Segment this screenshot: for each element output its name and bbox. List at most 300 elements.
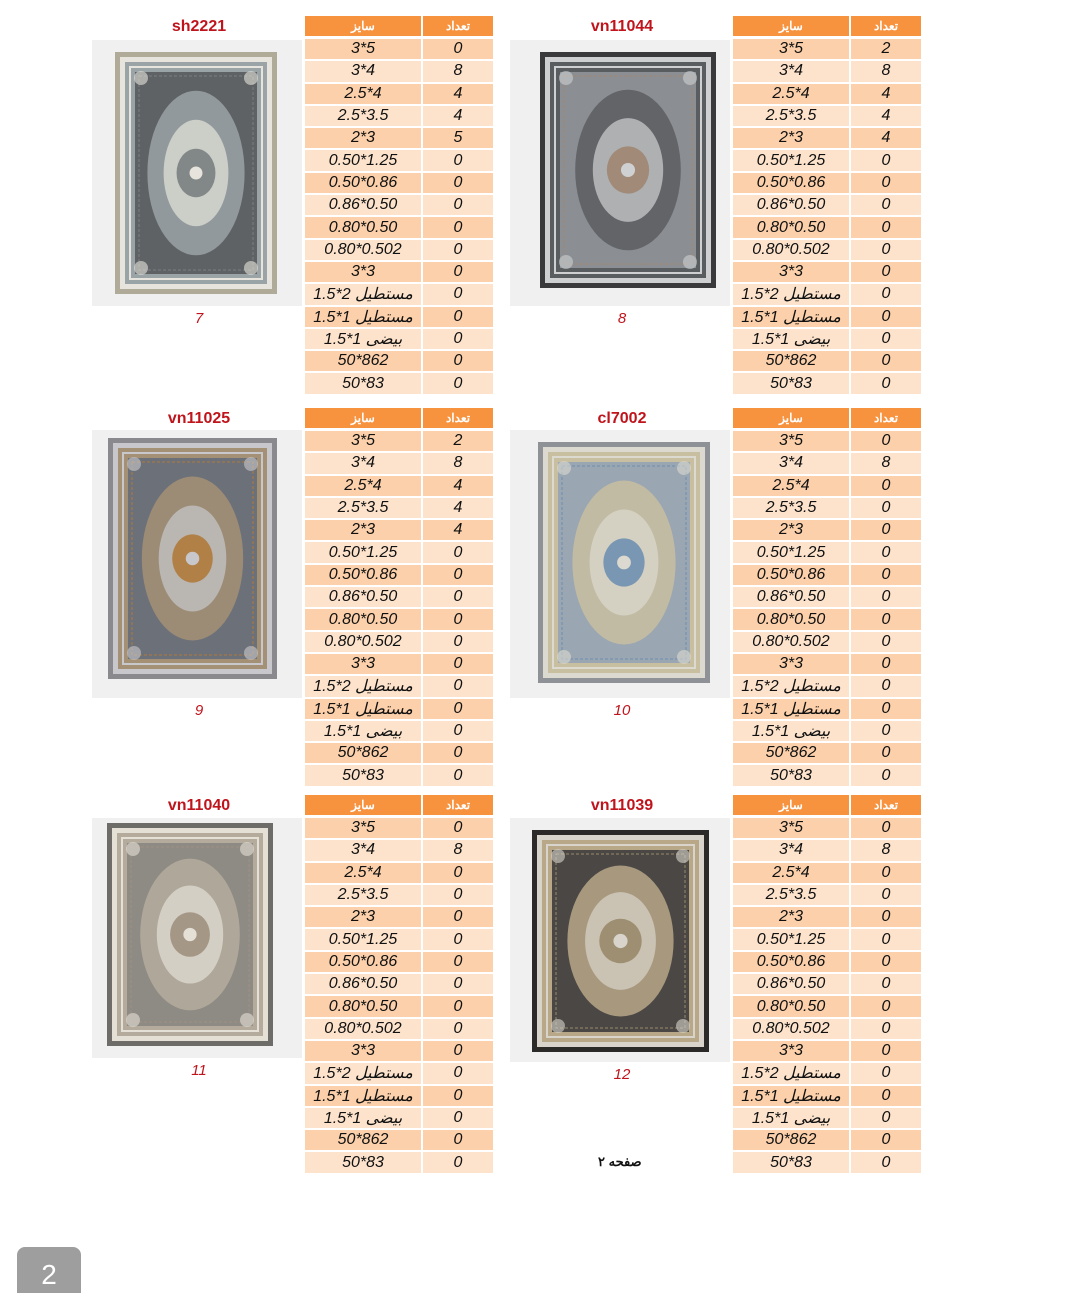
table-row <box>305 996 493 1018</box>
size-cell: 0.80*0.502 <box>733 1019 851 1041</box>
count-cell: 0 <box>851 609 921 631</box>
table-row <box>733 106 921 128</box>
size-cell: 0.80*0.502 <box>733 240 851 262</box>
count-cell: 0 <box>851 150 921 172</box>
size-cell: مستطیل 2*1.5 <box>733 676 851 698</box>
count-cell: 0 <box>423 996 493 1018</box>
size-cell: 0.50*1.25 <box>733 542 851 564</box>
table-row <box>305 587 493 609</box>
rug-image <box>540 52 716 293</box>
count-cell: 0 <box>851 1152 921 1174</box>
count-cell: 0 <box>851 885 921 907</box>
table-row <box>305 453 493 475</box>
table-row <box>305 699 493 721</box>
count-cell: 0 <box>851 952 921 974</box>
size-cell: 3*5 <box>305 818 423 840</box>
count-cell: 0 <box>851 373 921 395</box>
count-cell: 0 <box>851 520 921 542</box>
size-cell: 2.5*3.5 <box>305 885 423 907</box>
size-cell: 50*83 <box>305 373 423 395</box>
table-row <box>305 106 493 128</box>
table-row <box>305 39 493 61</box>
size-cell: 50*83 <box>733 765 851 787</box>
size-cell: 0.50*0.86 <box>305 173 423 195</box>
size-cell: مستطیل 2*1.5 <box>305 284 423 306</box>
product-code: sh2221 <box>171 18 227 35</box>
item-number: 7 <box>194 310 204 327</box>
count-cell: 8 <box>851 61 921 83</box>
table-row <box>733 431 921 453</box>
count-column-header: تعداد <box>851 408 921 428</box>
count-cell: 0 <box>423 885 493 907</box>
count-cell: 0 <box>851 818 921 840</box>
size-cell: 2.5*4 <box>305 863 423 885</box>
table-row <box>305 61 493 83</box>
table-row <box>305 565 493 587</box>
size-cell: 0.80*0.502 <box>305 632 423 654</box>
count-cell: 0 <box>423 863 493 885</box>
size-cell: 3*3 <box>305 654 423 676</box>
table-row <box>733 195 921 217</box>
inventory-header <box>733 408 921 428</box>
size-cell: 2*3 <box>733 128 851 150</box>
size-column-header: سایز <box>733 408 851 428</box>
count-cell: 0 <box>423 907 493 929</box>
table-row <box>733 476 921 498</box>
size-cell: 0.80*0.50 <box>305 996 423 1018</box>
count-cell: 0 <box>423 743 493 765</box>
count-cell: 0 <box>423 929 493 951</box>
count-cell: 0 <box>423 1108 493 1130</box>
size-cell: مستطیل 1*1.5 <box>733 699 851 721</box>
table-row <box>733 654 921 676</box>
count-cell: 8 <box>851 840 921 862</box>
table-row <box>305 1130 493 1152</box>
count-column-header: تعداد <box>423 408 493 428</box>
count-cell: 0 <box>423 217 493 239</box>
item-number: 10 <box>613 702 631 719</box>
size-cell: 0.80*0.50 <box>733 217 851 239</box>
size-cell: 50*862 <box>733 743 851 765</box>
size-cell: 3*5 <box>305 431 423 453</box>
size-cell: 0.50*1.25 <box>733 929 851 951</box>
count-cell: 0 <box>851 476 921 498</box>
rug-image <box>538 442 710 688</box>
count-cell: 0 <box>851 1086 921 1108</box>
count-cell: 0 <box>423 952 493 974</box>
product-code: vn11040 <box>167 797 231 814</box>
count-cell: 8 <box>851 453 921 475</box>
table-row <box>305 952 493 974</box>
count-cell: 0 <box>851 654 921 676</box>
count-cell: 4 <box>851 106 921 128</box>
table-row <box>305 373 493 395</box>
size-cell: 3*4 <box>305 61 423 83</box>
size-cell: بیضی 1*1.5 <box>305 329 423 351</box>
table-row <box>733 587 921 609</box>
count-cell: 0 <box>423 818 493 840</box>
size-cell: 2.5*4 <box>733 863 851 885</box>
count-cell: 0 <box>423 1130 493 1152</box>
size-cell: 3*5 <box>305 39 423 61</box>
count-cell: 4 <box>423 84 493 106</box>
table-row <box>733 542 921 564</box>
size-cell: 2*3 <box>733 520 851 542</box>
table-row <box>733 996 921 1018</box>
count-cell: 0 <box>423 1152 493 1174</box>
size-cell: 50*83 <box>733 373 851 395</box>
table-row <box>305 676 493 698</box>
count-cell: 0 <box>851 587 921 609</box>
size-cell: 3*3 <box>733 654 851 676</box>
count-cell: 0 <box>423 654 493 676</box>
table-row <box>733 743 921 765</box>
table-row <box>733 217 921 239</box>
count-cell: 0 <box>851 1063 921 1085</box>
size-cell: 0.86*0.50 <box>733 974 851 996</box>
size-cell: 50*862 <box>305 1130 423 1152</box>
table-row <box>733 453 921 475</box>
size-cell: 2*3 <box>305 128 423 150</box>
count-cell: 0 <box>851 1108 921 1130</box>
table-row <box>733 84 921 106</box>
size-cell: بیضی 1*1.5 <box>733 721 851 743</box>
size-cell: 3*4 <box>305 453 423 475</box>
size-cell: 0.50*1.25 <box>733 150 851 172</box>
size-cell: 0.80*0.50 <box>305 609 423 631</box>
table-row <box>733 1063 921 1085</box>
table-row <box>733 240 921 262</box>
count-cell: 2 <box>423 431 493 453</box>
count-cell: 0 <box>423 542 493 564</box>
size-cell: 2.5*3.5 <box>305 498 423 520</box>
product-code: cl7002 <box>597 410 647 427</box>
table-row <box>305 520 493 542</box>
size-cell: بیضی 1*1.5 <box>733 1108 851 1130</box>
table-row <box>733 498 921 520</box>
size-cell: مستطیل 1*1.5 <box>733 307 851 329</box>
size-cell: مستطیل 2*1.5 <box>733 284 851 306</box>
size-cell: 0.50*1.25 <box>305 542 423 564</box>
size-cell: 0.86*0.50 <box>305 195 423 217</box>
size-cell: مستطیل 2*1.5 <box>305 676 423 698</box>
count-cell: 8 <box>423 61 493 83</box>
count-column-header: تعداد <box>851 795 921 815</box>
count-cell: 0 <box>851 676 921 698</box>
size-cell: بیضی 1*1.5 <box>305 721 423 743</box>
count-cell: 0 <box>851 307 921 329</box>
table-row <box>305 217 493 239</box>
size-cell: مستطیل 2*1.5 <box>305 1063 423 1085</box>
table-row <box>733 1152 921 1174</box>
count-cell: 0 <box>423 721 493 743</box>
size-cell: مستطیل 1*1.5 <box>305 699 423 721</box>
table-row <box>733 929 921 951</box>
size-cell: 2.5*4 <box>733 84 851 106</box>
count-cell: 0 <box>851 542 921 564</box>
table-row <box>733 284 921 306</box>
table-row <box>305 195 493 217</box>
table-row <box>305 1108 493 1130</box>
table-row <box>305 307 493 329</box>
count-cell: 0 <box>423 240 493 262</box>
table-row <box>733 1130 921 1152</box>
table-row <box>305 476 493 498</box>
count-cell: 0 <box>423 565 493 587</box>
size-column-header: سایز <box>305 795 423 815</box>
inventory-table <box>733 818 921 1175</box>
size-cell: 2.5*3.5 <box>733 498 851 520</box>
table-row <box>305 1019 493 1041</box>
count-cell: 0 <box>423 173 493 195</box>
size-cell: 0.80*0.502 <box>305 240 423 262</box>
inventory-table <box>733 431 921 788</box>
table-row <box>733 885 921 907</box>
count-cell: 0 <box>851 329 921 351</box>
table-row <box>305 329 493 351</box>
inventory-table <box>305 431 493 788</box>
count-cell: 4 <box>423 520 493 542</box>
table-row <box>733 173 921 195</box>
table-row <box>733 1108 921 1130</box>
size-cell: 0.50*0.86 <box>733 565 851 587</box>
size-cell: 3*4 <box>305 840 423 862</box>
count-column-header: تعداد <box>423 16 493 36</box>
count-cell: 4 <box>423 476 493 498</box>
table-row <box>305 840 493 862</box>
size-cell: 50*862 <box>733 351 851 373</box>
size-cell: 3*5 <box>733 431 851 453</box>
table-row <box>733 150 921 172</box>
size-cell: 2.5*4 <box>733 476 851 498</box>
table-row <box>733 307 921 329</box>
size-cell: 0.86*0.50 <box>305 974 423 996</box>
count-cell: 0 <box>851 498 921 520</box>
count-cell: 0 <box>851 565 921 587</box>
size-cell: 2.5*4 <box>305 476 423 498</box>
count-cell: 4 <box>851 84 921 106</box>
table-row <box>733 840 921 862</box>
table-row <box>305 431 493 453</box>
count-cell: 0 <box>423 609 493 631</box>
count-cell: 0 <box>423 150 493 172</box>
count-cell: 0 <box>423 307 493 329</box>
count-cell: 0 <box>851 863 921 885</box>
table-row <box>305 542 493 564</box>
size-cell: مستطیل 1*1.5 <box>733 1086 851 1108</box>
count-cell: 0 <box>851 721 921 743</box>
count-cell: 0 <box>851 284 921 306</box>
size-column-header: سایز <box>305 408 423 428</box>
count-cell: 0 <box>423 329 493 351</box>
table-row <box>305 240 493 262</box>
size-cell: 3*4 <box>733 61 851 83</box>
size-cell: 0.50*0.86 <box>733 952 851 974</box>
size-cell: مستطیل 1*1.5 <box>305 307 423 329</box>
count-cell: 0 <box>851 262 921 284</box>
size-cell: 0.80*0.502 <box>305 1019 423 1041</box>
inventory-header <box>733 795 921 815</box>
inventory-table <box>733 39 921 396</box>
count-cell: 0 <box>423 699 493 721</box>
size-cell: 2.5*3.5 <box>733 106 851 128</box>
count-cell: 0 <box>851 240 921 262</box>
table-row <box>305 907 493 929</box>
table-row <box>733 565 921 587</box>
count-cell: 0 <box>851 1041 921 1063</box>
count-cell: 0 <box>423 765 493 787</box>
table-row <box>733 818 921 840</box>
table-row <box>305 1152 493 1174</box>
count-cell: 0 <box>851 217 921 239</box>
size-cell: 0.50*0.86 <box>305 952 423 974</box>
count-cell: 0 <box>423 587 493 609</box>
size-cell: 0.50*0.86 <box>305 565 423 587</box>
count-cell: 5 <box>423 128 493 150</box>
size-column-header: سایز <box>305 16 423 36</box>
table-row <box>305 765 493 787</box>
size-cell: 0.80*0.50 <box>305 217 423 239</box>
size-cell: مستطیل 1*1.5 <box>305 1086 423 1108</box>
count-cell: 8 <box>423 453 493 475</box>
size-cell: 0.80*0.50 <box>733 609 851 631</box>
size-cell: 50*83 <box>733 1152 851 1174</box>
size-cell: 2.5*3.5 <box>305 106 423 128</box>
table-row <box>305 929 493 951</box>
count-cell: 0 <box>851 351 921 373</box>
item-number: 11 <box>191 1062 207 1079</box>
count-cell: 0 <box>851 632 921 654</box>
count-cell: 0 <box>423 1041 493 1063</box>
table-row <box>733 952 921 974</box>
size-cell: 3*4 <box>733 840 851 862</box>
rug-image <box>108 438 277 684</box>
count-cell: 0 <box>423 39 493 61</box>
product-code: vn11039 <box>590 797 654 814</box>
size-cell: 2*3 <box>305 520 423 542</box>
inventory-header <box>733 16 921 36</box>
count-cell: 0 <box>423 676 493 698</box>
table-row <box>305 498 493 520</box>
size-cell: 2*3 <box>733 907 851 929</box>
count-cell: 0 <box>851 743 921 765</box>
count-cell: 0 <box>851 195 921 217</box>
size-cell: 50*862 <box>305 743 423 765</box>
size-cell: 2.5*4 <box>305 84 423 106</box>
table-row <box>305 351 493 373</box>
table-row <box>733 1041 921 1063</box>
table-row <box>733 632 921 654</box>
size-cell: 3*5 <box>733 818 851 840</box>
table-row <box>733 721 921 743</box>
table-row <box>305 974 493 996</box>
size-cell: 0.50*0.86 <box>733 173 851 195</box>
table-row <box>305 721 493 743</box>
table-row <box>733 974 921 996</box>
size-column-header: سایز <box>733 795 851 815</box>
count-cell: 0 <box>851 996 921 1018</box>
rug-image <box>532 830 709 1057</box>
count-cell: 0 <box>851 907 921 929</box>
item-number: 12 <box>613 1066 631 1083</box>
table-row <box>305 863 493 885</box>
count-cell: 4 <box>851 128 921 150</box>
table-row <box>733 1086 921 1108</box>
size-cell: 0.50*1.25 <box>305 150 423 172</box>
product-code: vn11025 <box>167 410 231 427</box>
table-row <box>305 150 493 172</box>
table-row <box>305 743 493 765</box>
table-row <box>733 262 921 284</box>
count-column-header: تعداد <box>423 795 493 815</box>
count-cell: 0 <box>423 195 493 217</box>
size-cell: بیضی 1*1.5 <box>733 329 851 351</box>
table-row <box>305 284 493 306</box>
count-cell: 0 <box>851 431 921 453</box>
size-cell: 0.80*0.50 <box>733 996 851 1018</box>
size-cell: 3*5 <box>733 39 851 61</box>
table-row <box>733 61 921 83</box>
inventory-header <box>305 795 493 815</box>
size-cell: 50*83 <box>305 765 423 787</box>
table-row <box>733 520 921 542</box>
table-row <box>305 84 493 106</box>
table-row <box>733 1019 921 1041</box>
size-cell: 3*3 <box>733 1041 851 1063</box>
product-code: vn11044 <box>590 18 654 35</box>
size-cell: 0.86*0.50 <box>733 587 851 609</box>
table-row <box>305 128 493 150</box>
count-cell: 0 <box>423 974 493 996</box>
count-cell: 0 <box>423 632 493 654</box>
count-cell: 4 <box>423 498 493 520</box>
size-cell: 2*3 <box>305 907 423 929</box>
size-cell: 2.5*3.5 <box>733 885 851 907</box>
table-row <box>733 39 921 61</box>
count-cell: 0 <box>423 1063 493 1085</box>
table-row <box>305 262 493 284</box>
size-cell: 50*862 <box>305 351 423 373</box>
table-row <box>305 654 493 676</box>
page-number-badge[interactable]: 2 <box>17 1247 81 1293</box>
size-cell: 0.50*1.25 <box>305 929 423 951</box>
count-cell: 0 <box>851 1130 921 1152</box>
count-cell: 0 <box>851 1019 921 1041</box>
table-row <box>733 128 921 150</box>
item-number: 8 <box>617 310 627 327</box>
table-row <box>733 765 921 787</box>
count-cell: 0 <box>423 1086 493 1108</box>
count-cell: 0 <box>423 351 493 373</box>
count-column-header: تعداد <box>851 16 921 36</box>
table-row <box>305 1063 493 1085</box>
count-cell: 4 <box>423 106 493 128</box>
table-row <box>733 609 921 631</box>
count-cell: 8 <box>423 840 493 862</box>
table-row <box>733 907 921 929</box>
inventory-header <box>305 16 493 36</box>
rug-image <box>115 52 277 299</box>
table-row <box>305 885 493 907</box>
size-cell: 50*83 <box>305 1152 423 1174</box>
size-cell: 0.86*0.50 <box>733 195 851 217</box>
table-row <box>733 676 921 698</box>
size-cell: 3*3 <box>305 262 423 284</box>
size-cell: 3*3 <box>733 262 851 284</box>
inventory-table <box>305 39 493 396</box>
count-cell: 0 <box>851 173 921 195</box>
inventory-table <box>305 818 493 1175</box>
